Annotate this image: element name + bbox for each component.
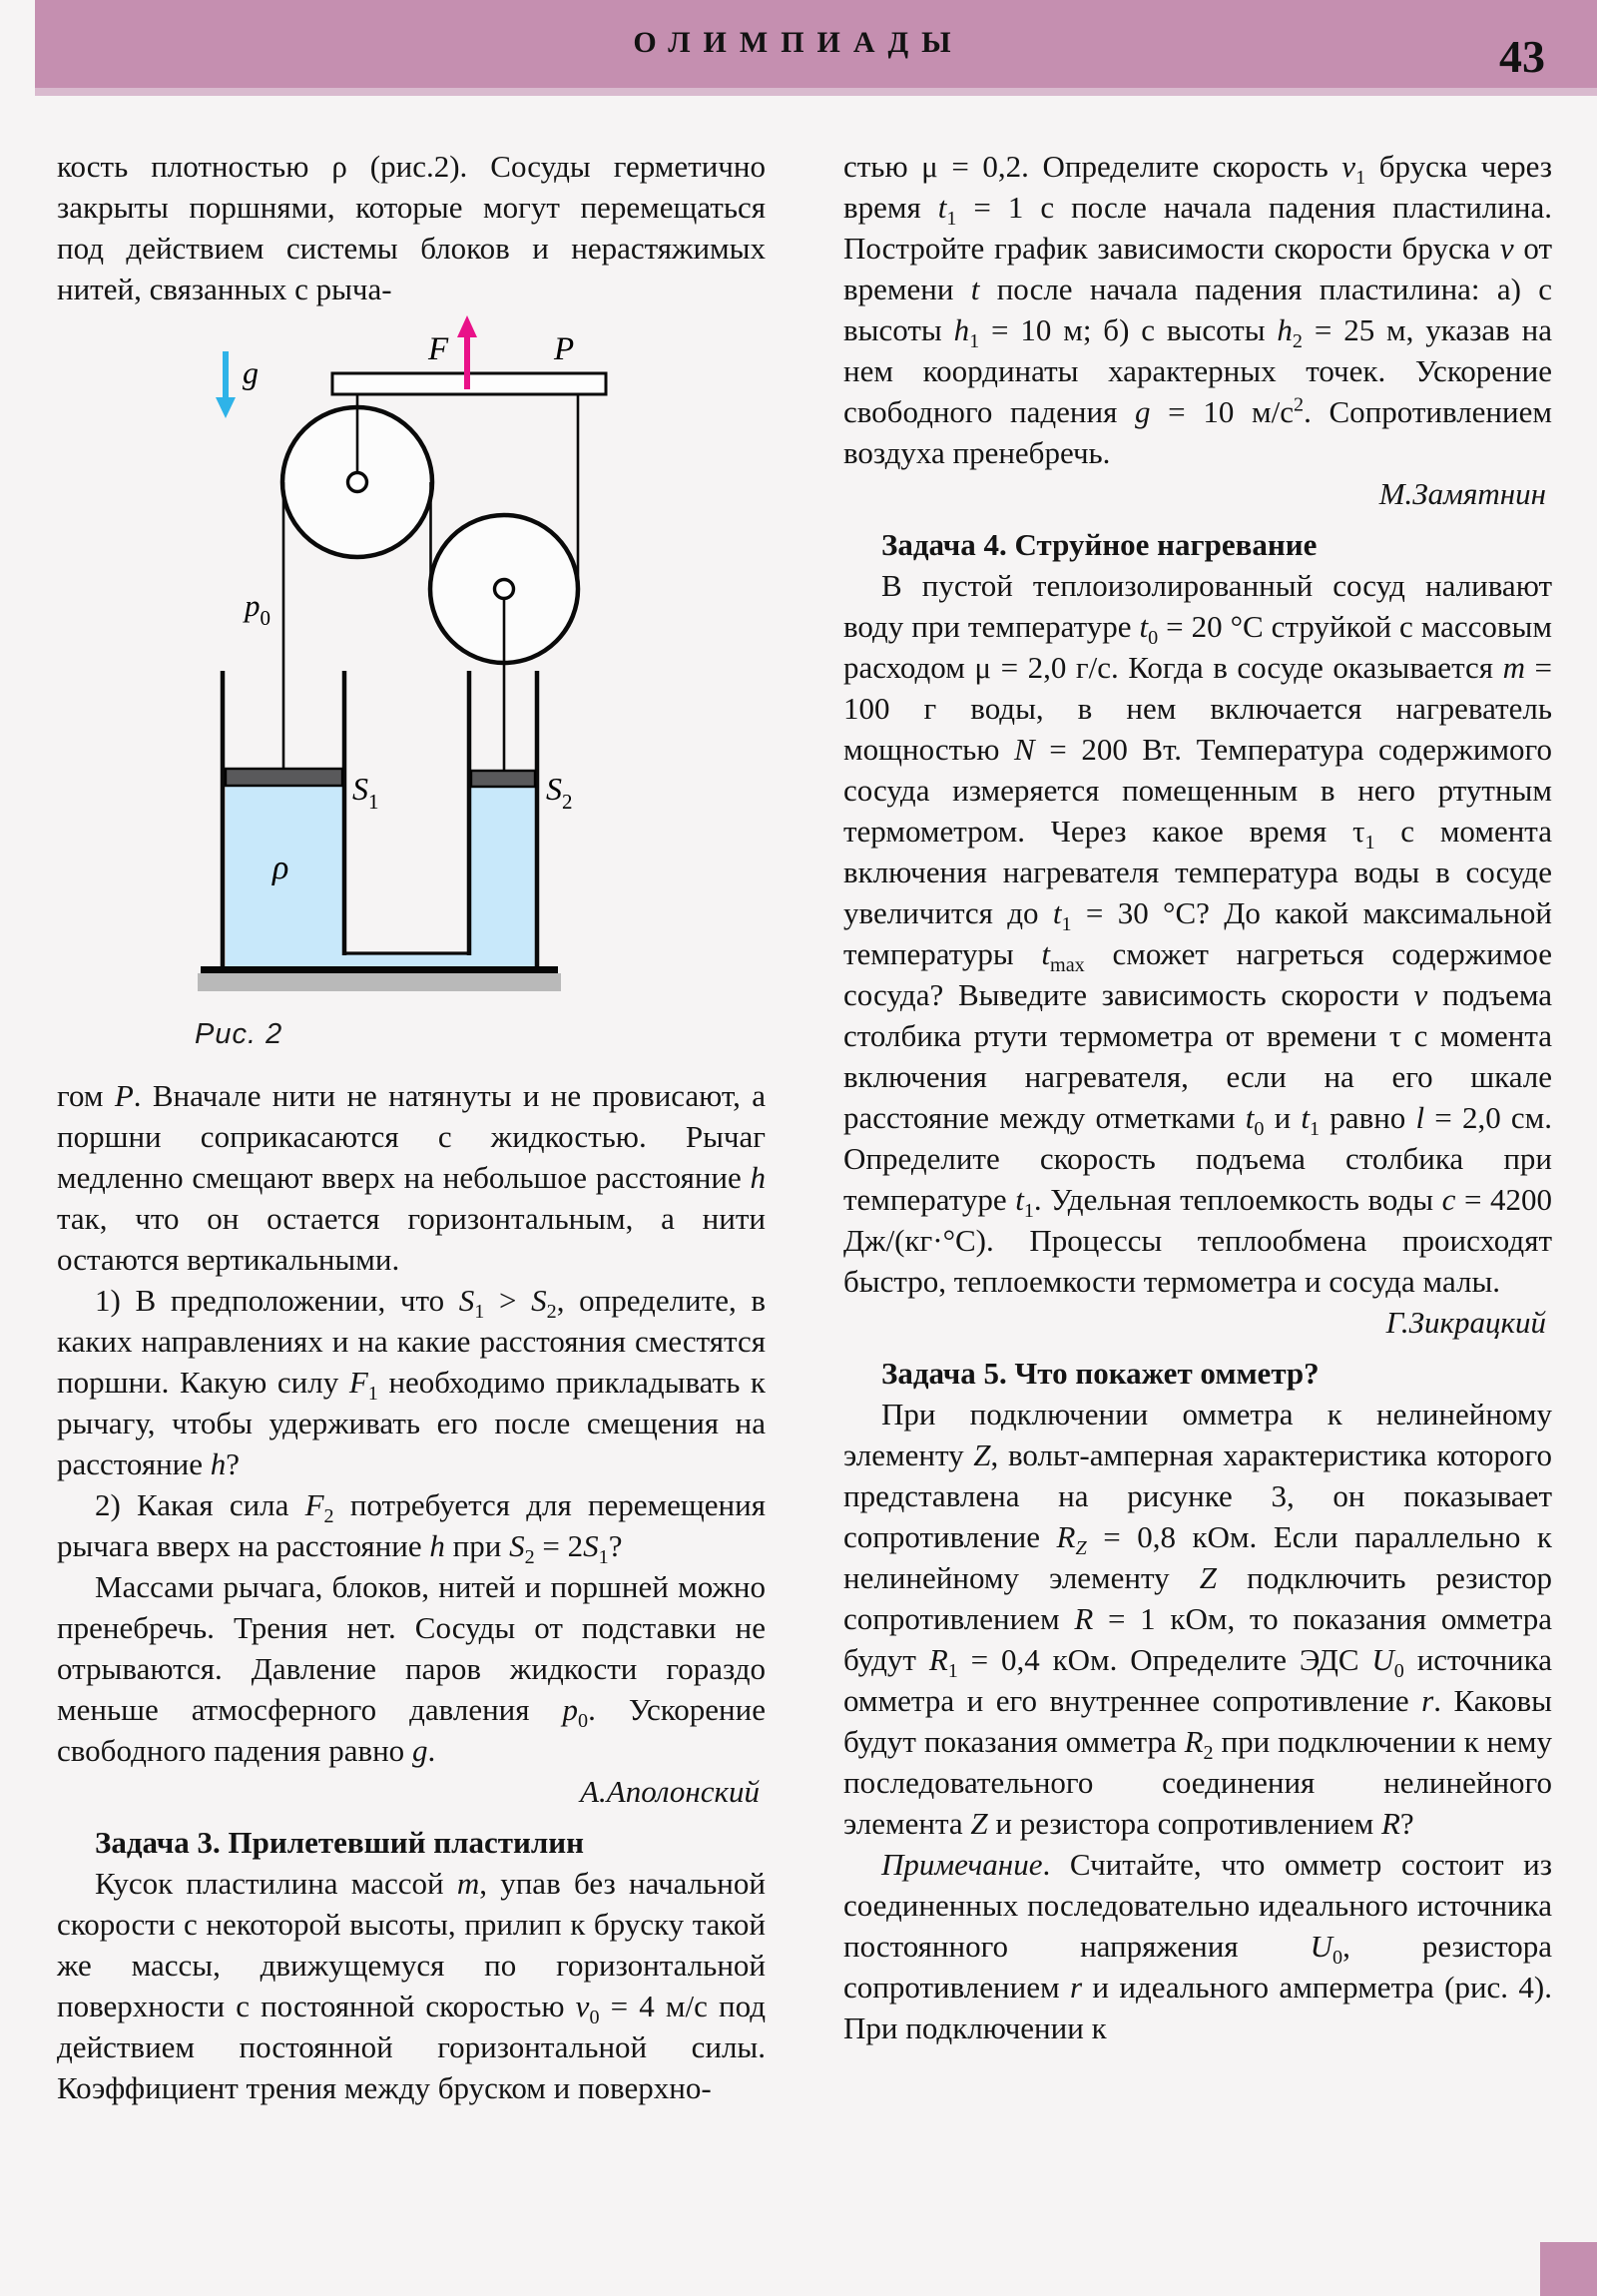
- author-zikratsky: Г.Зикрацкий: [1385, 1305, 1546, 1340]
- body-paragraph: стью μ = 0,2. Определите скорость $v_1$ бруска через время $t_1 = 1$ с после начала падения пластилина. Постройте график зависимости скорости бруска v от времени t после начала падения пластилина: а) с высоты $h_1 = 10$ м; б) с высоты $h_2 = 25$ м, указав на нем координаты характерных точек. Ускорение свободного падения g = 10 $м/с^2$. Сопротивлением воздуха пренебречь.: [843, 149, 1553, 470]
- left-column: [57, 146, 766, 2108]
- pulley-vessel-diagram: [193, 311, 622, 1000]
- label-p0: $p_0$: [245, 588, 270, 630]
- body-paragraph: кость плотностью ρ (рис.2). Сосуды герметично закрыты поршнями, которые могут перемещаться под действием системы блоков и нерастяжимых нитей, связанных с рыча-: [57, 149, 766, 306]
- label-g: g: [243, 354, 259, 390]
- body-paragraph: гом P. Вначале нити не натянуты и не провисают, а поршни соприкасаются с жидкостью. Рычаг медленно смещают вверх на небольшое расстояние h так, что он остается горизонтальным, а нити остаются вертикальными.: [57, 1078, 766, 1277]
- support-base: [198, 973, 561, 991]
- figure-caption: Рис. 2: [195, 1018, 283, 1050]
- body-paragraph: Массами рычага, блоков, нитей и поршней можно пренебречь. Трения нет. Сосуды от подставки не отрываются. Давление паров жидкости гораздо меньше атмосферного давления $p_0$. Ускорение свободного падения равно g.: [57, 1569, 766, 1768]
- right-pulley-axle: [495, 580, 514, 599]
- vessel-bottom: [201, 966, 558, 973]
- problem-item-2: 2) Какая сила $F_2$ потребуется для перемещения рычага вверх на расстояние h при $S_2 = 2S_1$?: [57, 1487, 766, 1569]
- body-paragraph: Кусок пластилина массой m, упав без начальной скорости с некоторой высоты, прилип к бруску такой же массы, движущемуся по горизонтальной поверхности с постоянной скоростью $v_0 = 4$ м/с под действием постоянной горизонтальной силы. Коэффициент трения между бруском и поверхно-: [57, 1866, 766, 2105]
- problem-item-1: 1) В предположении, что $S_1 > S_2$, определите, в каких направлениях и на какие расстояния сместятся поршни. Какую силу $F_1$ необходимо прикладывать к рычагу, чтобы удерживать его после смещения на расстояние h?: [57, 1283, 766, 1481]
- label-F: F: [428, 331, 449, 367]
- label-rho: ρ: [272, 850, 289, 886]
- body-paragraph: При подключении омметра к нелинейному элементу Z, вольт-амперная характеристика которого представлена на рисунке 3, он показывает сопротивление $R_Z = 0,8$ кОм. Если параллельно к нелинейному элементу Z подключить резистор сопротивлением R = 1 кОм, то показания омметра будут $R_1 = 0,4$ кОм. Определите ЭДС $U_0$ источника омметра и его внутреннее сопротивление r. Каковы будут показания омметра $R_2$ при подключении к нему последовательного соединения нелинейного элемента Z и резистора сопротивлением R?: [843, 1397, 1553, 1841]
- label-s1: $S_1$: [352, 771, 379, 814]
- author-zamyatnin: М.Замятнин: [1378, 476, 1546, 511]
- figure-2: [193, 311, 622, 1055]
- task3-heading: Задача 3. Прилетевший пластилин: [95, 1825, 584, 1860]
- piston-s2: [471, 771, 535, 787]
- gravity-arrow-icon: [216, 351, 236, 418]
- author-apolonsky: А.Аполонский: [580, 1774, 760, 1809]
- label-s2: $S_2$: [546, 771, 573, 814]
- corner-decoration: [1540, 2242, 1597, 2296]
- task4-heading: Задача 4. Струйное нагревание: [881, 527, 1318, 562]
- body-paragraph: В пустой теплоизолированный сосуд наливают воду при температуре $t_0 = 20$ °С струйкой с массовым расходом μ = 2,0 г/с. Когда в сосуде оказывается m = 100 г воды, в нем включается нагреватель мощностью N = 200 Вт. Температура содержимого сосуда измеряется помещенным в него ртутным термометром. Через какое время $\tau_1$ с момента включения нагревателя температура воды в сосуде увеличится до $t_1 = 30$ °С? До какой максимальной температуры $t_{max}$ сможет нагреться содержимое сосуда? Выведите зависимость скорости v подъема столбика ртути термометра от времени τ с момента включения нагревателя, если на его шкале расстояние между отметками $t_0$ и $t_1$ равно l = 2,0 см. Определите скорость подъема столбика при температуре $t_1$. Удельная теплоемкость воды c = 4200 Дж/(кг·°С). Процессы теплообмена происходят быстро, теплоемкости термометра и сосуда малы.: [843, 568, 1553, 1299]
- piston-s1: [226, 769, 342, 786]
- page-number: 43: [1499, 31, 1545, 82]
- label-P: P: [554, 331, 575, 367]
- note-paragraph: Примечание. Считайте, что омметр состоит из соединенных последовательно идеального источника постоянного напряжения $U_0$, резистора сопротивлением r и идеального амперметра (рис. 4). При подключении к: [843, 1847, 1552, 2045]
- left-pulley-axle: [348, 473, 367, 492]
- page-title: ОЛИМПИАДЫ: [633, 26, 964, 59]
- task5-heading: Задача 5. Что покажет омметр?: [881, 1356, 1320, 1391]
- header-band-strip: [35, 88, 1597, 96]
- right-column: [843, 146, 1552, 2048]
